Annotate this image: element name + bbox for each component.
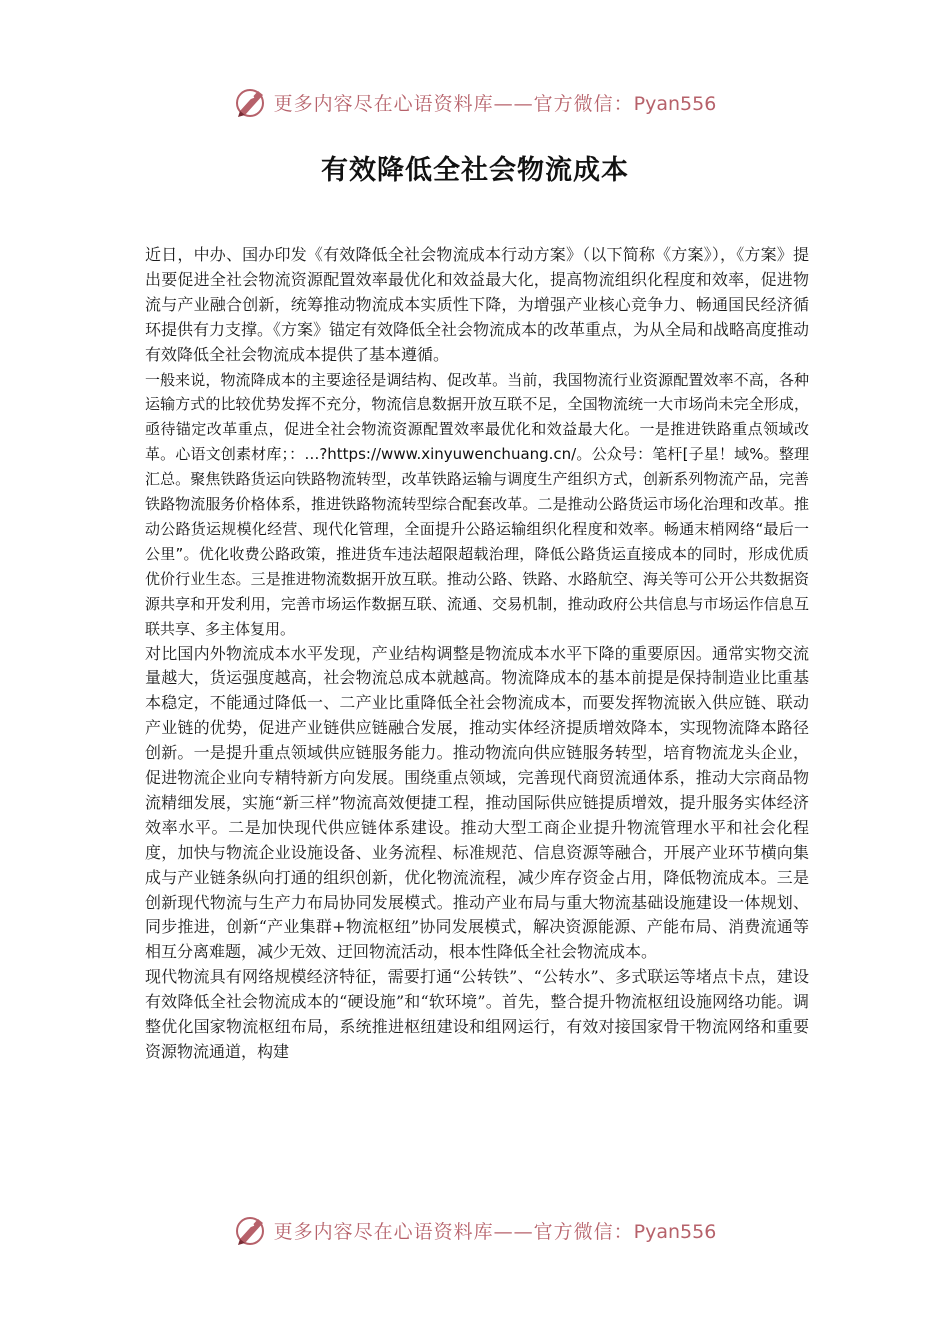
wechat-id: Pyan556 (633, 1220, 717, 1243)
pen-logo-icon (234, 85, 268, 119)
paragraph-2: 一般来说，物流降成本的主要途径是调结构、促改革。当前，我国物流行业资源配置效率不高，各种运输方式的比较优势发挥不充分，物流信息数据开放互联不足，全国物流统一大市场尚未完全形成，亟待锚定改革重点，促进全社会物流资源配置效率最优化和效益最大化。一是推进铁路重点领域改革。心语文创素材库；：…?https://www.xinyuwenchuang.cn/。公众号：笔杆[子星！域%。整理汇总。聚焦铁路货运向铁路物流转型，改革铁路运输与调度生产组织方式，创新系列物流产品，完善铁路物流服务价格体系，推进铁路物流转型综合配套改革。二是推动公路货运市场化治理和改革。推动公路货运规模化经营、现代化管理，全面提升公路运输组织化程度和效率。畅通末梢网络“最后一公里”。优化收费公路政策，推进货车违法超限超载治理，降低公路货运直接成本的同时，形成优质优价行业生态。三是推进物流数据开放互联。推动公路、铁路、水路航空、海关等可公开公共数据资源共享和开发利用，完善市场运作数据互联、流通、交易机制，推动政府公共信息与市场运作信息互联共享、多主体复用。 (145, 370, 809, 638)
page-title: 有效降低全社会物流成本 (321, 155, 629, 186)
pen-logo-icon (234, 1213, 268, 1247)
footer-banner (0, 1210, 950, 1250)
wechat-id: Pyan556 (633, 92, 717, 115)
paragraph-3: 对比国内外物流成本水平发现，产业结构调整是物流成本水平下降的重要原因。通常实物交流量越大，货运强度越高，社会物流总成本就越高。物流降成本的基本前提是保持制造业比重基本稳定，不能通过降低一、二产业比重降低全社会物流成本，而要发挥物流嵌入供应链、联动产业链的优势，促进产业链供应链融合发展，推动实体经济提质增效降本，实现物流降本路径创新。一是提升重点领域供应链服务能力。推动物流向供应链服务转型，培育物流龙头企业，促进物流企业向专精特新方向发展。围绕重点领域，完善现代商贸流通体系，推动大宗商品物流精细发展，实施“新三样”物流高效便捷工程，推动国际供应链提质增效，提升服务实体经济效率水平。二是加快现代供应链体系建设。推动大型工商企业提升物流管理水平和社会化程度，加快与物流企业设施设备、业务流程、标准规范、信息资源等融合，开展产业环节横向集成与产业链条纵向打通的组织创新，优化物流流程，减少库存资金占用，降低物流成本。三是创新现代物流与生产力布局协同发展模式。推动产业布局与重大物流基础设施建设一体规划、同步推进，创新“产业集群+物流枢纽”协同发展模式，解决资源能源、产能布局、消费流通等相互分离难题，减少无效、迂回物流活动，根本性降低全社会物流成本。 (145, 643, 809, 962)
paragraph-4: 现代物流具有网络规模经济特征，需要打通“公转铁”、“公转水”、多式联运等堵点卡点，建设有效降低全社会物流成本的“硬设施”和“软环境”。首先，整合提升物流枢纽设施网络功能。调整优化国家物流枢纽布局，系统推进枢纽建设和组网运行，有效对接国家骨干物流网络和重要资源物流通道，构建 (145, 967, 809, 1061)
banner-text: 更多内容尽在心语资料库——官方微信：Pyan556 (273, 92, 717, 115)
header-banner (0, 82, 950, 122)
paragraph-1: 近日，中办、国办印发《有效降低全社会物流成本行动方案》（以下简称《方案》），《方案》提出要促进全社会物流资源配置效率最优化和效益最大化，提高物流组织化程度和效率，促进物流与产业融合创新，统筹推动物流成本实质性下降，为增强产业核心竞争力、畅通国民经济循环提供有力支撑。《方案》锚定有效降低全社会物流成本的改革重点，为从全局和战略高度推动有效降低全社会物流成本提供了基本遵循。 (145, 245, 810, 364)
article-body (145, 243, 809, 1065)
banner-text: 更多内容尽在心语资料库——官方微信：Pyan556 (273, 1220, 717, 1243)
